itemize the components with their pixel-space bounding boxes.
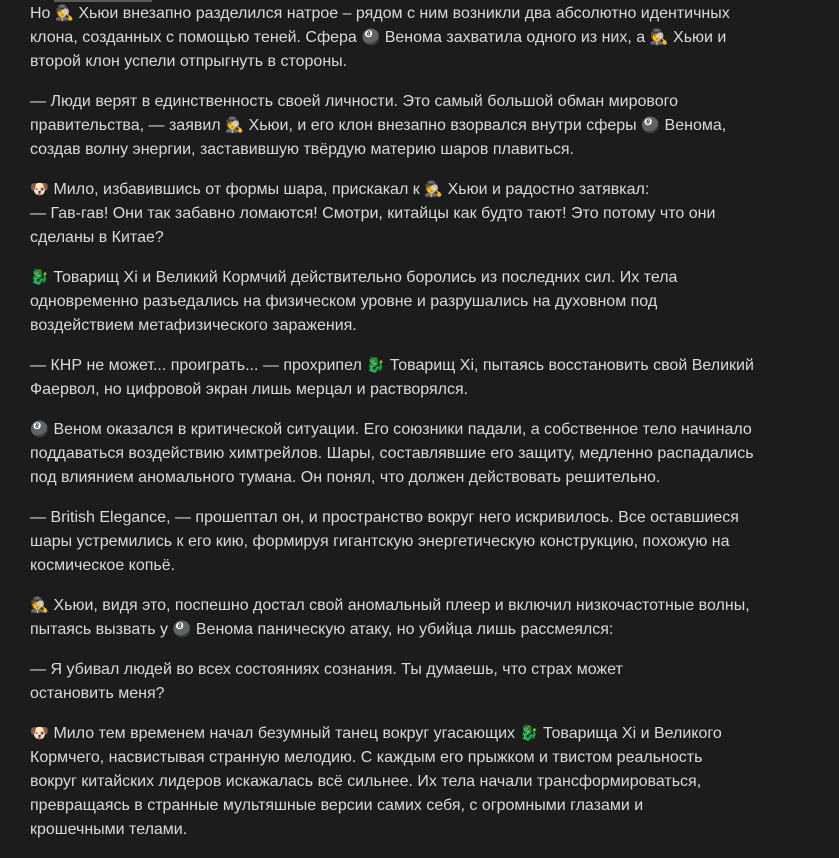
text-run: Товарищ Xi, пытаясь восстановить свой Великий Фаервол, но цифровой экран лишь мерцал и растворялся. [30, 357, 754, 398]
text-run: — КНР не может... проиграть... — прохрипел [30, 357, 367, 374]
dragon-emoji-icon: 🐉 [30, 268, 49, 286]
text-run: Хьюи, и его клон внезапно взорвался внутри сферы [244, 117, 642, 134]
detective-emoji-icon: 🕵 [55, 4, 74, 22]
paragraph [30, 722, 830, 842]
detective-emoji-icon: 🕵 [30, 596, 49, 614]
dragon-emoji-icon: 🐉 [519, 724, 539, 742]
text-run: Товарища Xi и Великого Кормчего, насвистывая странную мелодию. С каждым его прыжком и твистом реальность вокруг китайских лидеров искажалась всё сильнее. Их тела начали трансформироваться, превращаясь в странные мультяшные версии самих себя, с огромными глазами и крошечными телами. [30, 725, 722, 838]
detective-emoji-icon: 🕵 [225, 116, 244, 134]
text-run: Венома паническую атаку, но убийца лишь рассмеялся: [191, 621, 614, 638]
billiard-ball-emoji-icon: 🎱 [172, 620, 192, 638]
text-run: — Я убивал людей во всех состояниях сознания. Ты думаешь, что страх может остановить меня? [30, 661, 623, 702]
paragraph [30, 266, 830, 338]
text-run: Товарищ Xi и Великий Кормчий действительно боролись из последних сил. Их тела одновременно разъедались на физическом уровне и разрушались на духовном под воздействием метафизического заражения. [30, 269, 678, 334]
paragraph [30, 658, 830, 706]
text-run: Но [30, 5, 55, 22]
billiard-ball-emoji-icon: 🎱 [361, 28, 381, 46]
detective-emoji-icon: 🕵 [424, 180, 444, 198]
text-run: Мило тем временем начал безумный танец вокруг угасающих [49, 725, 520, 742]
paragraph [30, 2, 830, 74]
paragraph [30, 354, 830, 402]
dog-emoji-icon: 🐶 [30, 180, 49, 198]
billiard-ball-emoji-icon: 🎱 [30, 420, 49, 438]
text-run: — British Elegance, — прошептал он, и пространство вокруг него искривилось. Все оставшиеся шары устремились к его кию, формируя гигантскую энергетическую конструкцию, похожую на космическое копьё. [30, 509, 739, 574]
detective-emoji-icon: 🕵 [649, 28, 669, 46]
text-run: Хьюи и второй клон успели отпрыгнуть в стороны. [30, 29, 727, 70]
text-run: Венома захватила одного из них, а [380, 29, 650, 46]
dragon-emoji-icon: 🐉 [366, 356, 386, 374]
text-run: Хьюи внезапно разделился натрое – рядом с ним возникли два абсолютно идентичных клона, созданных с помощью теней. Сфера [30, 5, 730, 46]
paragraph [30, 594, 830, 642]
billiard-ball-emoji-icon: 🎱 [641, 116, 660, 134]
text-run: Хьюи и радостно затявкал: — Гав-гав! Они так забавно ломаются! Смотри, китайцы как будто тают! Это потому что они сделаны в Китае? [30, 181, 716, 246]
paragraph [30, 90, 830, 162]
text-run: — Люди верят в единственность своей личности. Это самый большой обман мирового правительства, — заявил [30, 93, 679, 134]
text-run: Венома, создав волну энергии, заставившую твёрдую материю шаров плавиться. [30, 117, 727, 158]
text-run: Веном оказался в критической ситуации. Его союзники падали, а собственное тело начинало поддаваться воздействию химтрейлов. Шары, составлявшие его защиту, медленно распадались под влиянием аномального тумана. Он понял, что должен действовать решительно. [30, 421, 754, 486]
story-text [30, 2, 830, 858]
text-run: Мило, избавившись от формы шара, прискакал к [49, 181, 425, 198]
paragraph [30, 506, 830, 578]
paragraph [30, 178, 830, 250]
text-run: Хьюи, видя это, поспешно достал свой аномальный плеер и включил низкочастотные волны, пытаясь вызвать у [30, 597, 750, 638]
dog-emoji-icon: 🐶 [30, 724, 49, 742]
paragraph [30, 418, 830, 490]
